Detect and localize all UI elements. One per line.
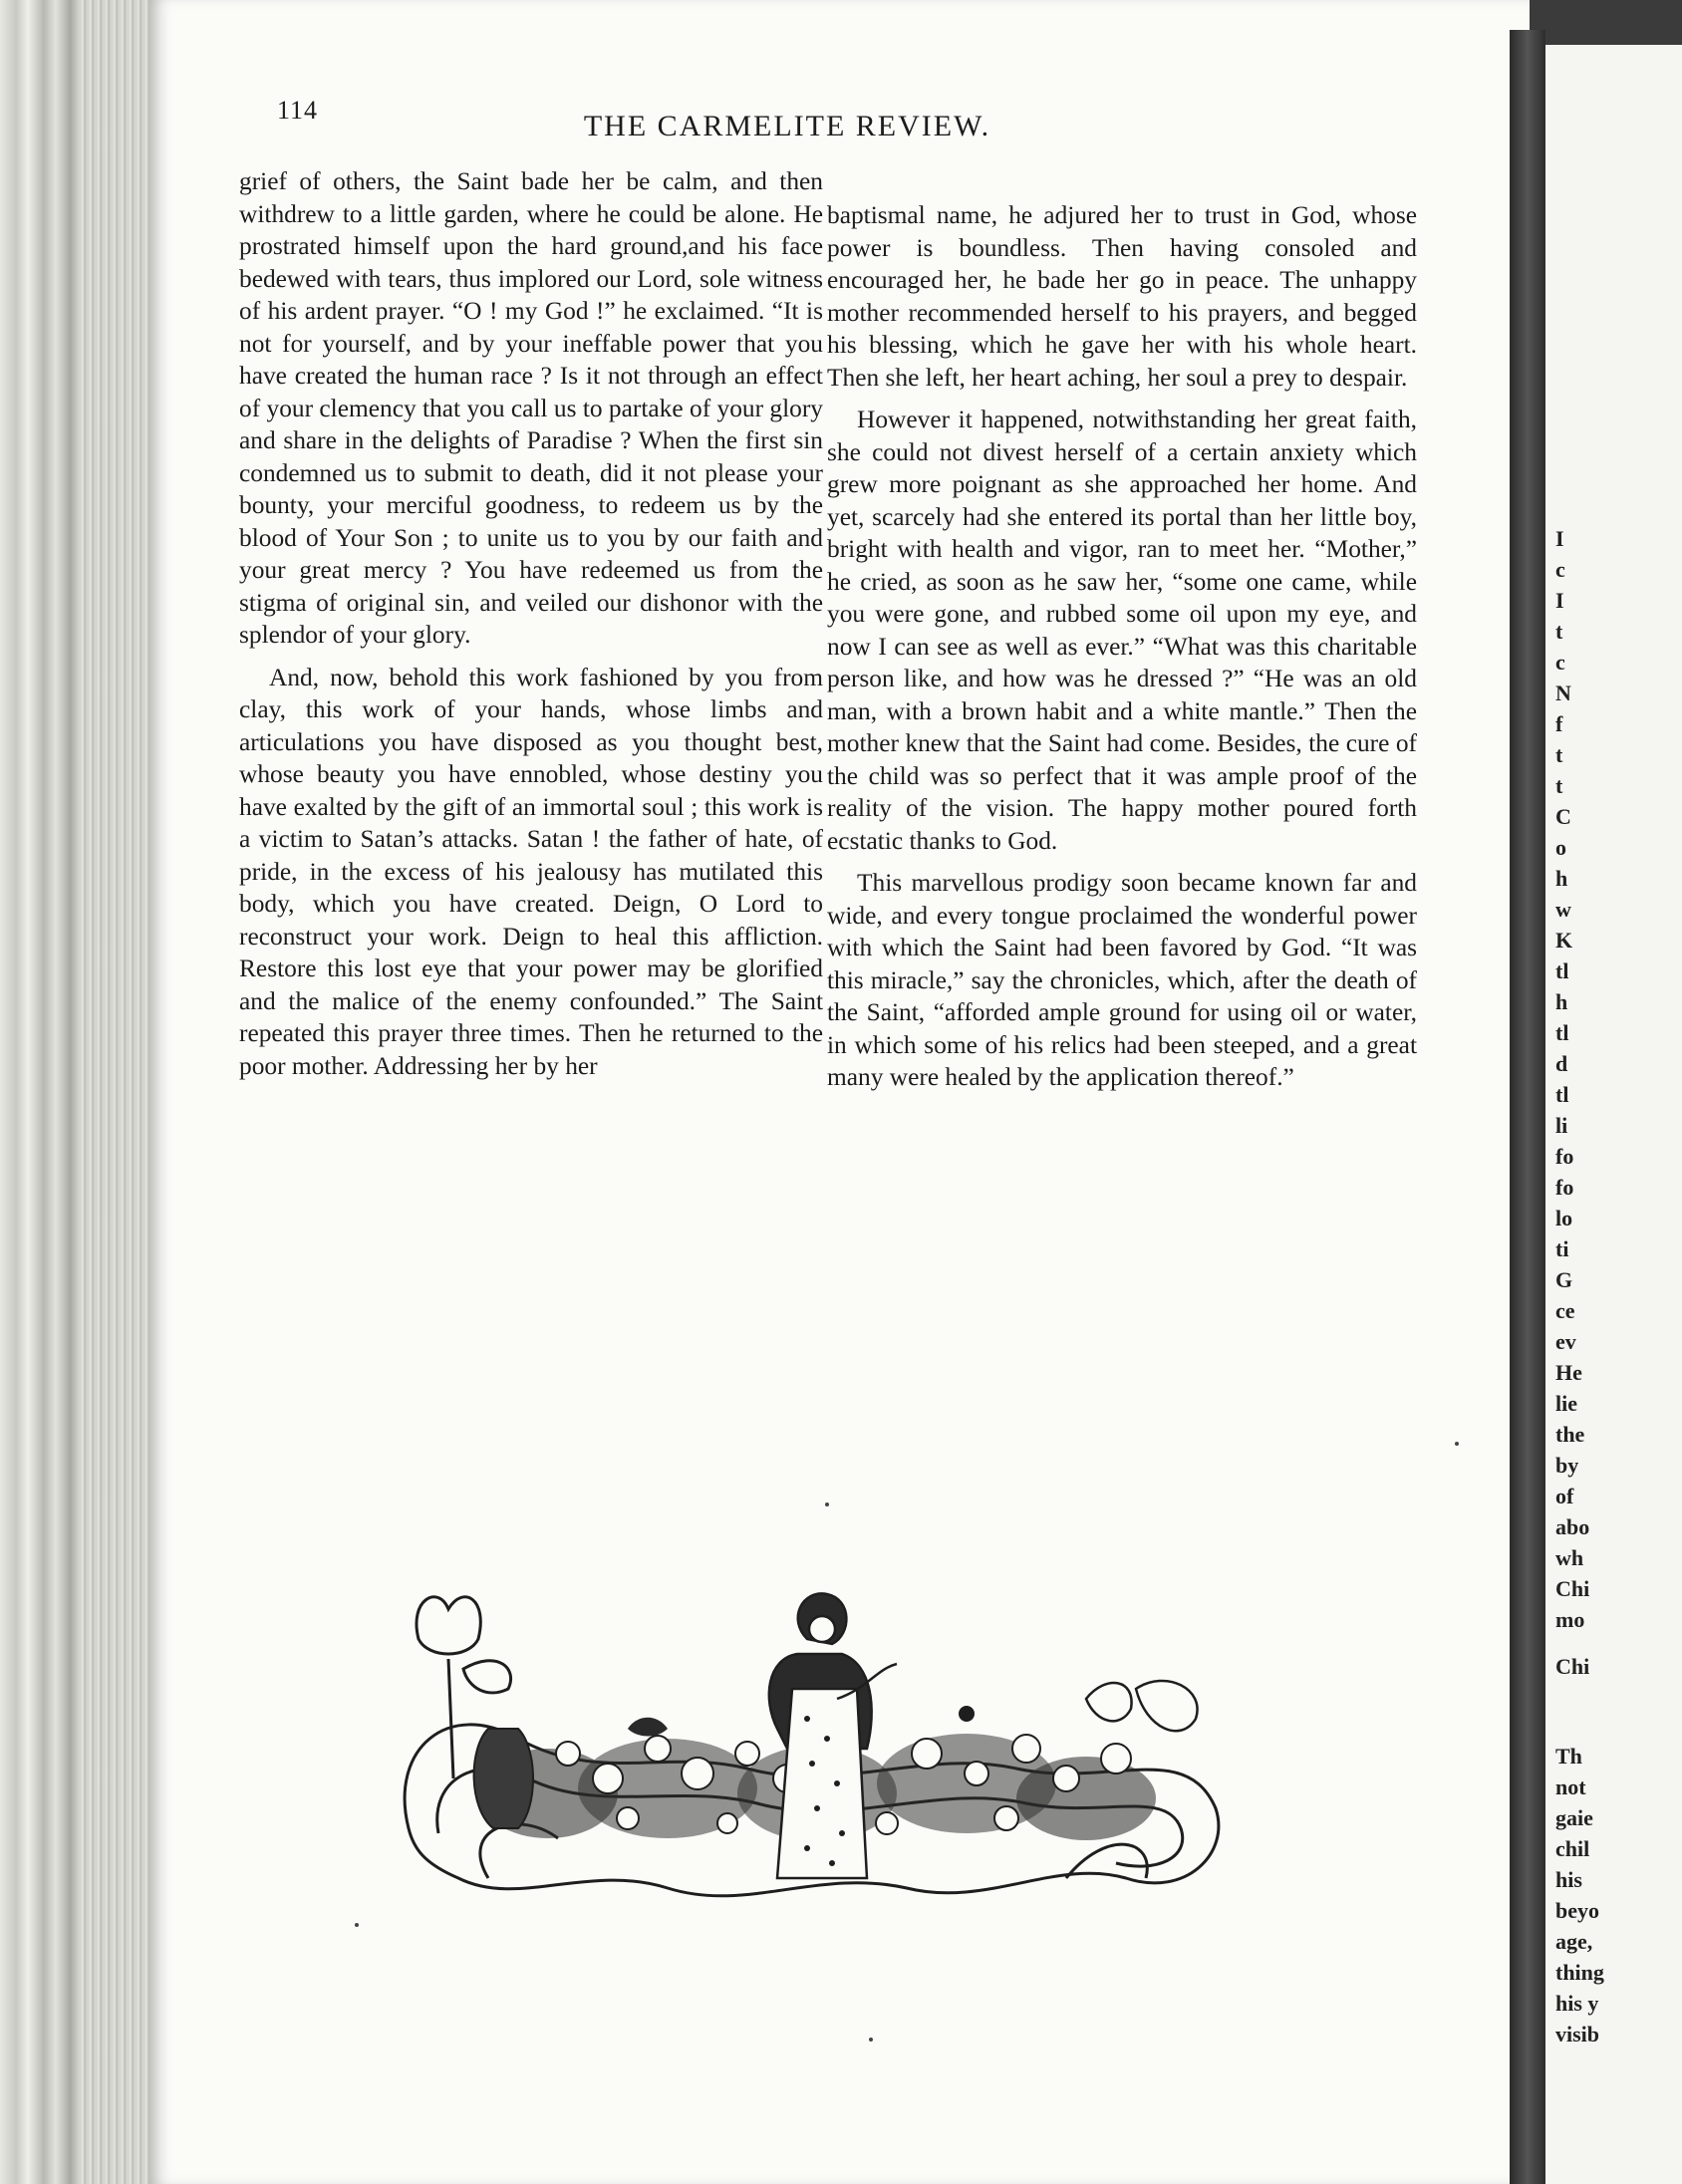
ink-speck bbox=[825, 1502, 829, 1506]
adjacent-page-fragment: h bbox=[1555, 989, 1568, 1014]
running-head: THE CARMELITE REVIEW. bbox=[583, 110, 991, 142]
adjacent-page-fragment: mo bbox=[1555, 1607, 1585, 1632]
adjacent-page-fragment: G bbox=[1555, 1267, 1573, 1292]
adjacent-page-fragment: I bbox=[1555, 588, 1564, 613]
adjacent-page-fragment: fo bbox=[1555, 1175, 1574, 1200]
adjacent-page-fragment: t bbox=[1555, 742, 1563, 767]
right-paragraph-1: baptismal name, he adjured her to trust in God, whose power is boundless. Then having consoled and encouraged her, he bade her go in peace. The unhappy mother recommended herself to his prayers, and begged his blessing, which he gave her with his whole heart. Then she left, her heart aching, her soul a prey to despair. bbox=[827, 201, 1417, 392]
ink-speck bbox=[869, 2038, 873, 2042]
adjacent-page-fragment: beyo bbox=[1555, 1898, 1599, 1923]
adjacent-page-fragment: li bbox=[1555, 1113, 1568, 1138]
right-paragraph-3: This marvellous prodigy soon became known far and wide, and every tongue proclaimed the wonderful power with which the Saint had been favored by God. “It was this miracle,” say the chronicles, which, after the death of the Saint, “afforded ample ground for using oil or water, in which some of his relics had been steeped, and a great many were healed by the application thereof.” bbox=[827, 869, 1417, 1091]
adjacent-page-fragment: w bbox=[1555, 897, 1571, 922]
adjacent-page-fragment: lie bbox=[1555, 1391, 1577, 1416]
left-column bbox=[239, 165, 823, 1082]
adjacent-page-fragment: Chi bbox=[1555, 1654, 1590, 1679]
adjacent-page-fragment: not bbox=[1555, 1774, 1586, 1799]
adjacent-page-fragment: K bbox=[1555, 928, 1573, 953]
adjacent-page-fragment: age, bbox=[1555, 1929, 1593, 1954]
adjacent-page-fragment: h bbox=[1555, 866, 1568, 891]
adjacent-page-fragment: of bbox=[1555, 1484, 1574, 1508]
adjacent-page-fragment: ce bbox=[1555, 1298, 1575, 1323]
adjacent-page-fragment: N bbox=[1555, 681, 1571, 705]
adjacent-page-fragment: Th bbox=[1555, 1744, 1582, 1769]
book-spine-edge bbox=[0, 0, 80, 2184]
adjacent-page-fragment: chil bbox=[1555, 1836, 1590, 1861]
adjacent-page-fragment: tl bbox=[1555, 1020, 1569, 1045]
adjacent-page-fragment: wh bbox=[1555, 1545, 1584, 1570]
adjacent-page-fragment: his y bbox=[1555, 1991, 1599, 2016]
adjacent-page-fragment: thing bbox=[1555, 1960, 1604, 1985]
page-number: 114 bbox=[277, 96, 319, 125]
adjacent-page-fragment: by bbox=[1555, 1453, 1579, 1478]
adjacent-page-fragment: his bbox=[1555, 1867, 1582, 1892]
adjacent-page-fragment: fo bbox=[1555, 1144, 1574, 1169]
adjacent-page-fragment: gaie bbox=[1555, 1805, 1593, 1830]
left-paragraph-2: And, now, behold this work fashioned by you from clay, this work of your hands, whose limbs and articulations you have disposed as you thought best, whose beauty you have ennobled, whose destiny you have exalted by the gift of an immortal soul ; this work is a victim to Satan’s attacks. Satan ! the father of hate, of pride, in the excess of his jealousy has mutilated this body, which you have created. Deign, O Lord to reconstruct your work. Deign to heal this affliction. Restore this lost eye that your power may be glorified and the malice of the enemy confounded.” The Saint repeated this prayer three times. Then he returned to the poor mother. Addressing her by her bbox=[239, 663, 823, 1080]
ink-speck bbox=[1455, 1442, 1459, 1446]
adjacent-page-fragment: lo bbox=[1555, 1206, 1573, 1230]
adjacent-page-fragment: He bbox=[1555, 1360, 1582, 1385]
adjacent-page-fragment: tl bbox=[1555, 958, 1569, 983]
adjacent-page-fragment: ti bbox=[1555, 1236, 1569, 1261]
adjacent-page-fragment: I bbox=[1555, 526, 1564, 551]
adjacent-page-fragment: visib bbox=[1555, 2022, 1600, 2047]
floral-tailpiece-illustration bbox=[369, 1579, 1236, 1933]
adjacent-page-fragment: f bbox=[1555, 711, 1563, 736]
adjacent-page-fragment: abo bbox=[1555, 1514, 1590, 1539]
adjacent-page bbox=[1545, 45, 1682, 2184]
adjacent-page-fragment: d bbox=[1555, 1051, 1568, 1076]
left-paragraph-1: grief of others, the Saint bade her be calm, and then withdrew to a little garden, where he could be alone. He prostrated himself upon the hard ground,and his face bedewed with tears, thus implored our Lord, sole witness of his ardent prayer. “O ! my God !” he exclaimed. “It is not for yourself, and by your ineffable power that you have created the human race ? Is it not through an effect of your clemency that you call us to partake of your glory and share in the delights of Paradise ? When the first sin condemned us to submit to death, did it not please your bounty, your merciful goodness, to redeem us by the blood of Your Son ; to unite us to you by our faith and your great mercy ? You have redeemed us from the stigma of original sin, and veiled our dishonor with the splendor of your glory. bbox=[239, 167, 823, 649]
adjacent-page-fragment: o bbox=[1555, 835, 1566, 860]
adjacent-page-fragment: t bbox=[1555, 619, 1563, 644]
adjacent-page-fragment: ev bbox=[1555, 1329, 1576, 1354]
right-column bbox=[827, 199, 1417, 1094]
adjacent-page-fragment: c bbox=[1555, 557, 1565, 582]
adjacent-page-fragment: Chi bbox=[1555, 1576, 1590, 1601]
adjacent-page-fragment: C bbox=[1555, 804, 1571, 829]
ink-speck bbox=[355, 1923, 359, 1927]
adjacent-page-fragment: c bbox=[1555, 650, 1565, 675]
adjacent-page-fragment: t bbox=[1555, 773, 1563, 798]
right-paragraph-2: However it happened, notwithstanding her great faith, she could not divest herself of a certain anxiety which grew more poignant as she approached her home. And yet, scarcely had she entered its portal than her little boy, bright with health and vigor, ran to meet her. “Mother,” he cried, as soon as he saw her, “some one came, while you were gone, and rubbed some oil upon my eye, and now I can see as well as ever.” “What was this charitable person like, and how was he dressed ?” “He was an old man, with a brown habit and a white mantle.” Then the mother knew that the Saint had come. Besides, the cure of the child was so perfect that it was ample proof of the reality of the vision. The happy mother poured forth ecstatic thanks to God. bbox=[827, 406, 1417, 855]
adjacent-page-fragment: tl bbox=[1555, 1082, 1569, 1107]
adjacent-page-fragment: the bbox=[1555, 1422, 1585, 1447]
binding-gutter bbox=[1510, 30, 1545, 2184]
